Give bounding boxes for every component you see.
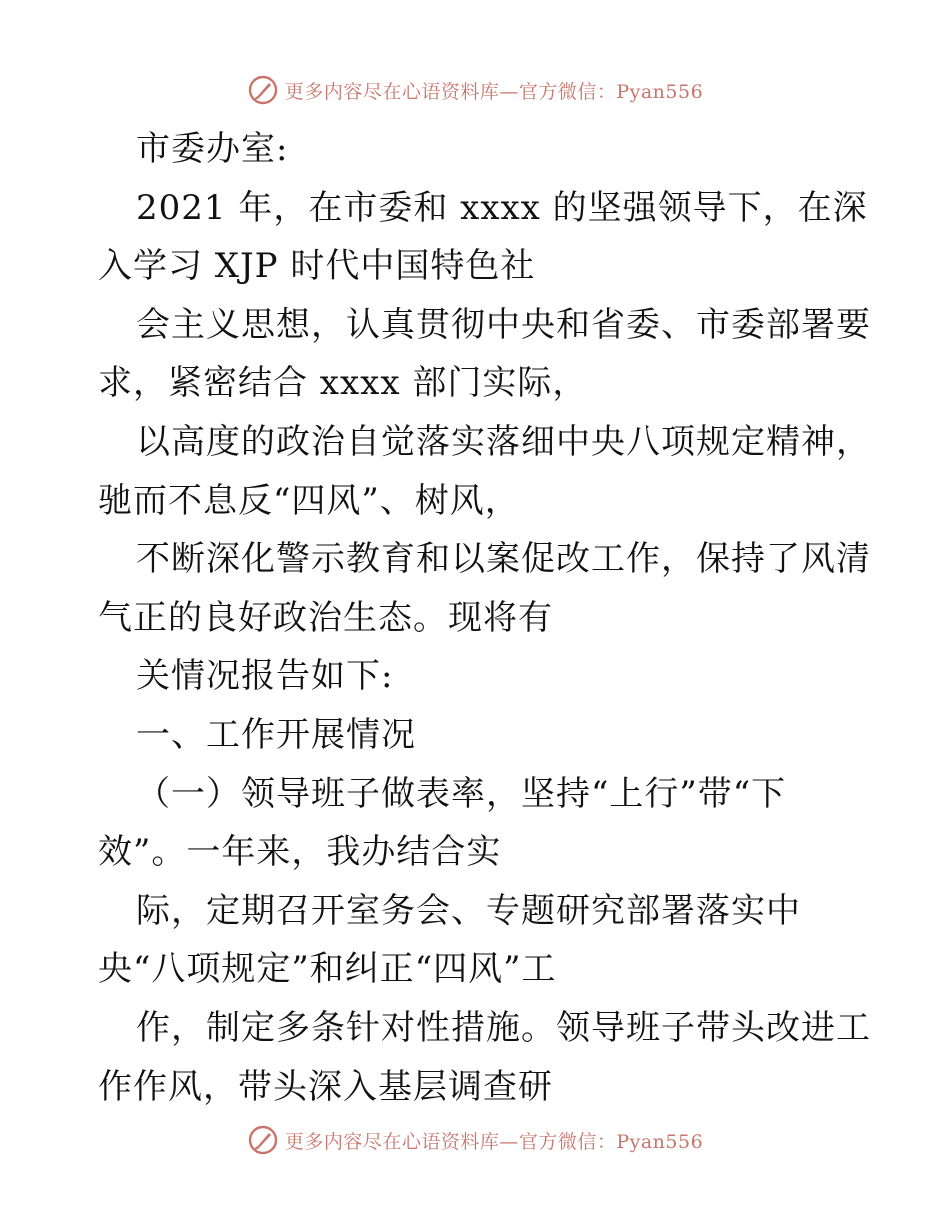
paragraph-line: 求，紧密结合 xxxx 部门实际， [98,363,588,404]
salutation-line: 市委办室: [136,129,289,169]
section-heading: 一、工作开展情况 [136,714,416,755]
paragraph-line: 作作风，带头深入基层调查研 [98,1066,553,1107]
paragraph-line: 效”。一年来，我办结合实 [98,832,502,873]
watermark-text: 更多内容尽在心语资料库—官方微信：Pyan556 [284,1130,704,1153]
paragraph-line: 央“八项规定”和纠正“四风”工 [98,949,557,990]
paragraph-line: 不断深化警示教育和以案促改工作，保持了风清 [136,539,871,580]
document-body [98,120,871,1116]
paragraph-line: 作，制定多条针对性措施。领导班子带头改进工 [136,1007,871,1048]
paragraph-line: 驰而不息反“四风”、树风， [98,480,520,521]
watermark-text: 更多内容尽在心语资料库—官方微信：Pyan556 [284,80,704,103]
paragraph-line: 2021 年，在市委和 xxxx 的坚强领导下，在深 [136,187,868,228]
paragraph-line: 以高度的政治自觉落实落细中央八项规定精神， [136,421,871,462]
paragraph-line: 会主义思想，认真贯彻中央和省委、市委部署要 [136,304,871,345]
paragraph-line: 气正的良好政治生态。现将有 [98,597,553,638]
quill-pen-icon [247,74,279,106]
subsection-heading: （一）领导班子做表率，坚持“上行”带“下 [136,773,787,814]
footer-watermark [0,1120,950,1160]
paragraph-line: 际，定期召开室务会、专题研究部署落实中 [136,890,801,931]
quill-pen-icon [247,1124,279,1156]
paragraph-line: 入学习 XJP 时代中国特色社 [98,246,536,287]
header-watermark [0,70,950,110]
paragraph-line: 关情况报告如下: [136,656,394,697]
